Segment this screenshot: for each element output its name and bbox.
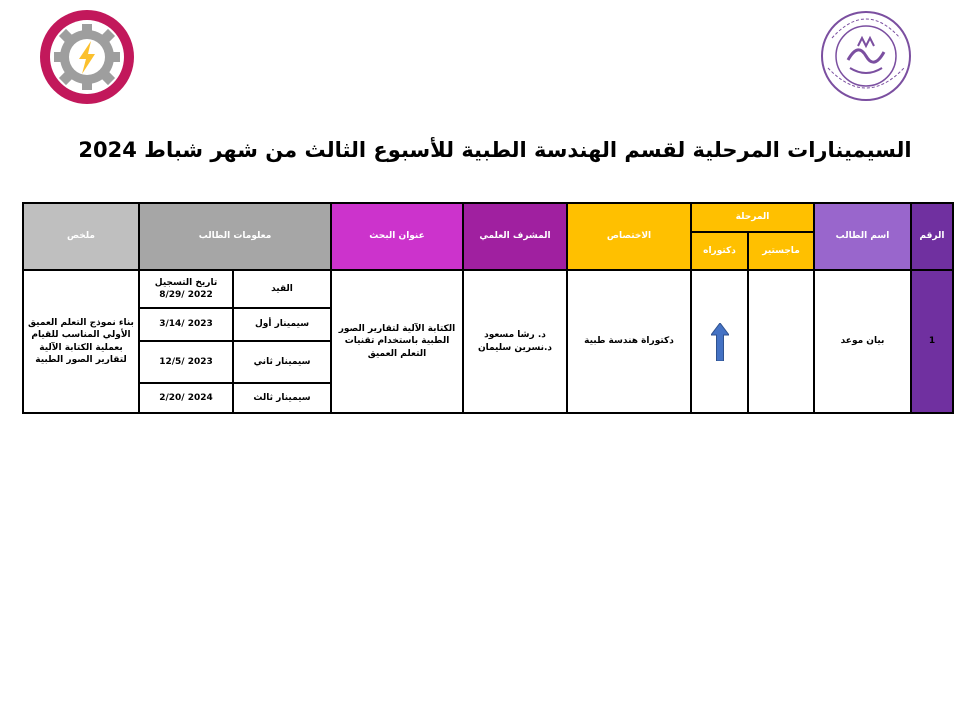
faculty-logo	[38, 8, 136, 106]
doctorate-cell	[691, 270, 748, 413]
specialization-header: الاختصاص	[567, 203, 691, 270]
seminar-3-date: 2024 /2/20	[139, 383, 233, 413]
student-name-header: اسم الطالب	[814, 203, 911, 270]
supervisor-name-1: د. رشا مسعود	[484, 330, 546, 341]
specialization-cell: دكتوراة هندسة طبية	[567, 270, 691, 413]
registration-date-label: تاريخ التسجيل	[154, 277, 218, 288]
supervisor-header: المشرف العلمي	[463, 203, 567, 270]
gear-emblem-icon	[38, 8, 136, 106]
supervisor-name-2: د.نسرين سليمان	[477, 342, 553, 353]
table-row	[23, 270, 953, 308]
research-title-cell: الكتابة الآلية لتقارير الصور الطبية باستخدام تقنيات التعلم العميق	[331, 270, 463, 413]
supervisor-cell	[463, 270, 567, 413]
up-arrow-icon	[711, 323, 729, 361]
seminar-3-label: سيمينار ثالث	[233, 383, 331, 413]
summary-header: ملخص	[23, 203, 139, 270]
university-emblem-icon	[818, 8, 914, 106]
stage-header: المرحلة	[691, 203, 814, 232]
header-row	[23, 203, 953, 232]
seminar-2-label: سيمينار ثاني	[233, 341, 331, 383]
seminar-2-date: 2023 /12/5	[139, 341, 233, 383]
seminar-1-label: سيمينار أول	[233, 308, 331, 341]
page-title: السيمينارات المرحلية لقسم الهندسة الطبية للأسبوع الثالث من شهر شباط 2024	[78, 138, 912, 162]
university-logo	[818, 8, 914, 106]
number-header: الرقم	[911, 203, 953, 270]
row-number-cell: 1	[911, 270, 953, 413]
registration-date-cell	[139, 270, 233, 308]
student-name-cell: بيان موعد	[814, 270, 911, 413]
research-title-header: عنوان البحث	[331, 203, 463, 270]
seminar-1-date: 2023 /3/14	[139, 308, 233, 341]
enrollment-label: القيد	[233, 270, 331, 308]
master-header: ماجستير	[748, 232, 814, 270]
master-cell	[748, 270, 814, 413]
seminar-table	[22, 202, 954, 414]
doctorate-header: دكتوراه	[691, 232, 748, 270]
student-info-header: معلومات الطالب	[139, 203, 331, 270]
registration-date-value: 2022 /8/29	[159, 290, 213, 300]
summary-cell: بناء نموذج التعلم العميق الأولي المناسب للقيام بعملية الكتابة الآلية لتقارير الصور الطبية	[23, 270, 139, 413]
